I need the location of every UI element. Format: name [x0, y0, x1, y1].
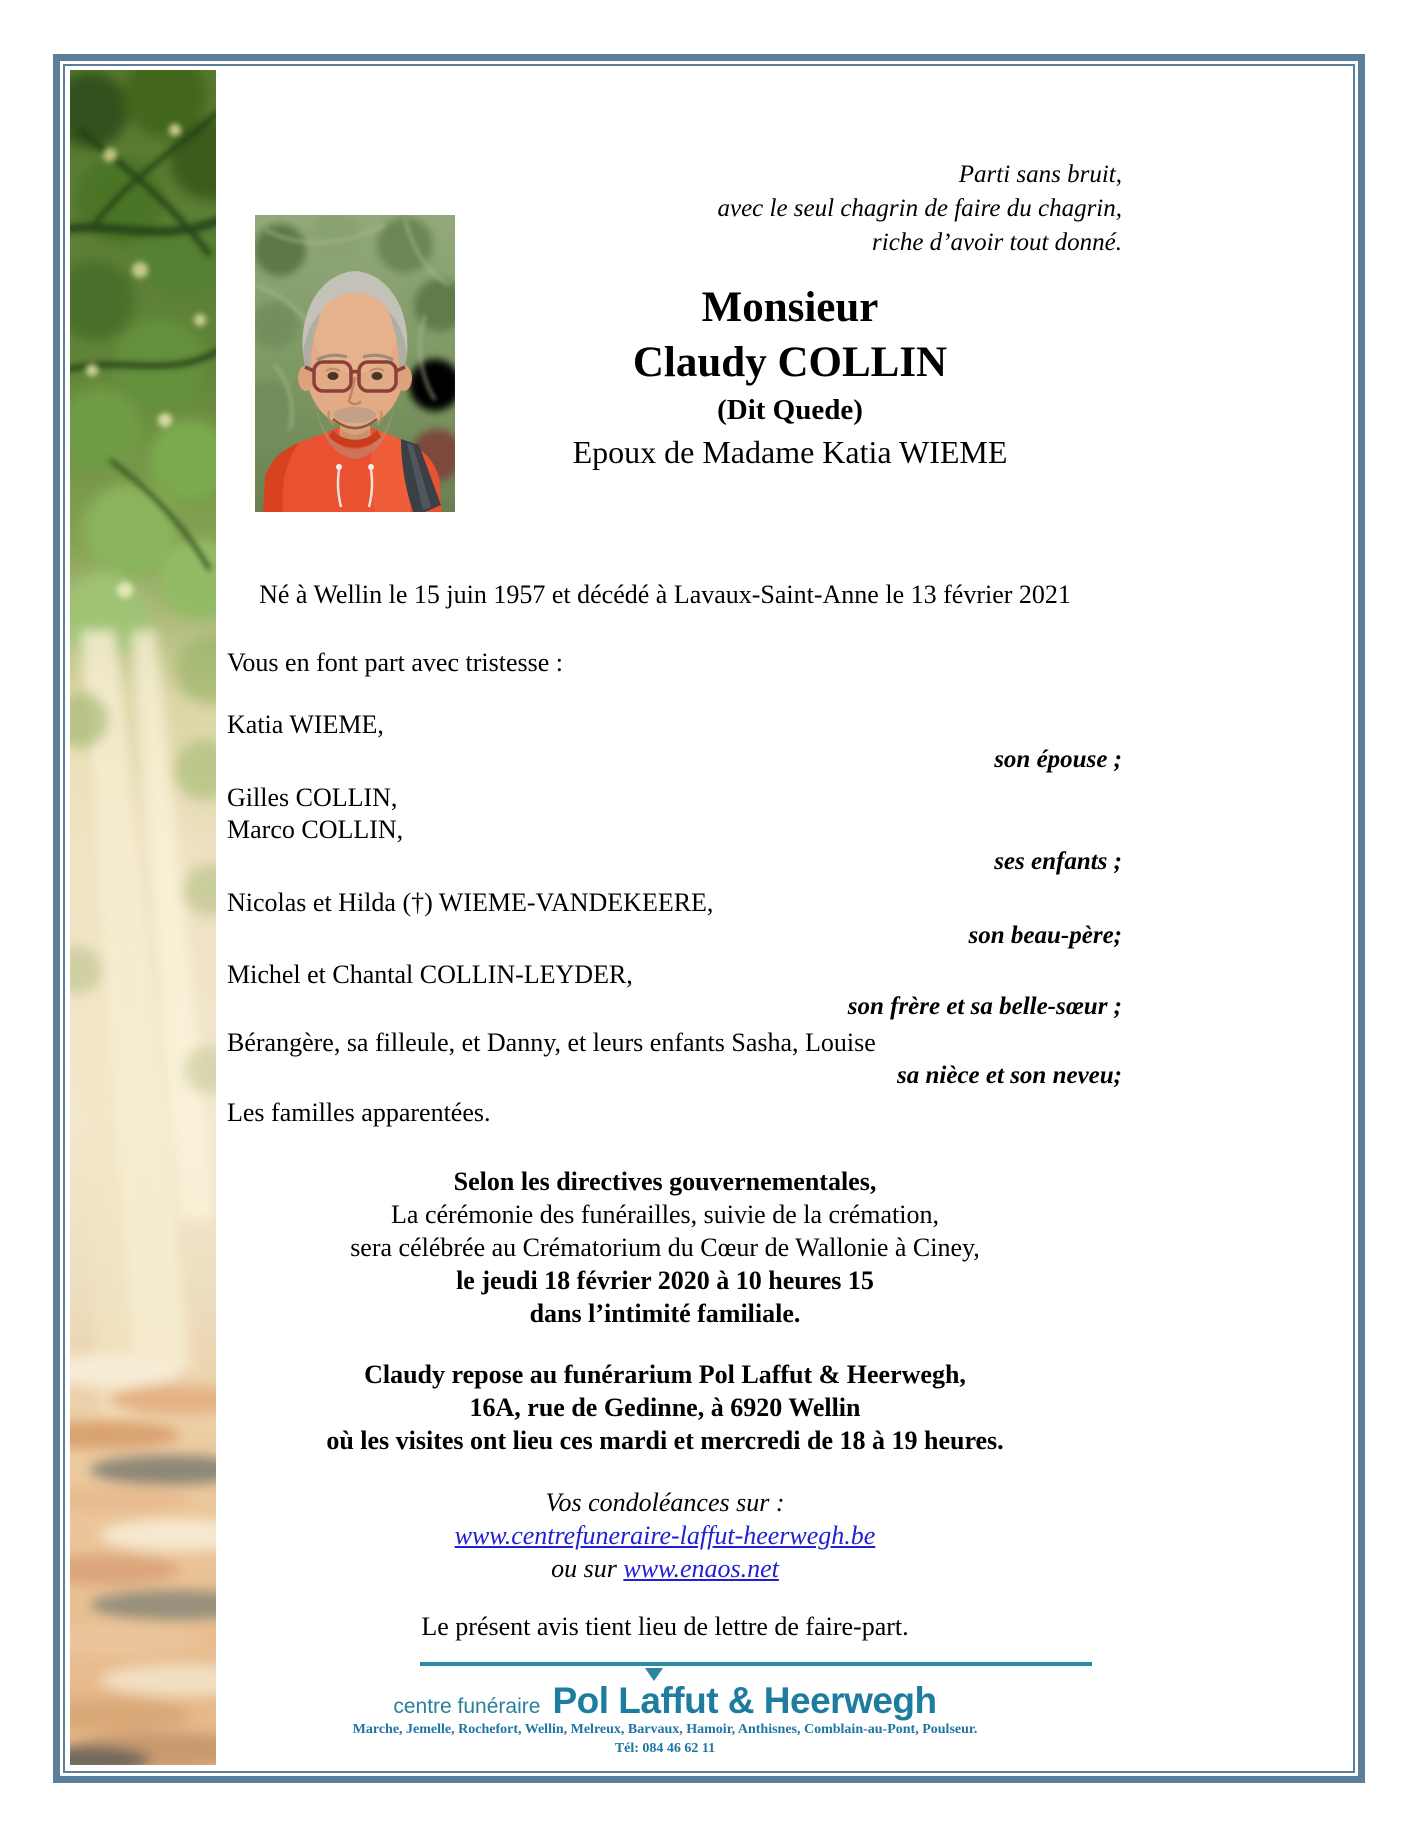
repose-address: 16A, rue de Gedinne, à 6920 Wellin [469, 1393, 861, 1422]
ceremony-line: Selon les directives gouvernementales, [453, 1167, 877, 1196]
repose-details [215, 1358, 1115, 1457]
deceased-name: Claudy COLLIN [632, 339, 948, 386]
family-names: Katia WIEME, [227, 710, 384, 739]
family-names: Gilles COLLIN, [227, 783, 398, 812]
salutation: Monsieur [701, 284, 879, 331]
announcement-intro: Vous en font part avec tristesse : [227, 648, 563, 677]
funeral-home-descriptor: centre funéraire [393, 1695, 541, 1718]
epigraph-line: Parti sans bruit, [958, 161, 1122, 188]
family-closing: Les familles apparentées. [227, 1098, 491, 1127]
funeral-home-locations: Marche, Jemelle, Rochefort, Wellin, Melreux, Barvaux, Hamoir, Anthisnes, Comblain-au-Pont, Poulseur. [352, 1722, 978, 1737]
ceremony-details [215, 1165, 1115, 1330]
condolences-prefix: ou sur [551, 1554, 624, 1583]
ceremony-line: La cérémonie des funérailles, suivie de la crémation, [391, 1200, 939, 1229]
condolences-intro: Vos condoléances sur : [545, 1488, 785, 1517]
family-relation: son beau-père; [968, 922, 1122, 949]
condolences-link-enaos[interactable]: www.enaos.net [623, 1554, 779, 1583]
ceremony-date: le jeudi 18 février 2020 à 10 heures 15 [456, 1266, 874, 1295]
epigraph-line: riche d’avoir tout donné. [872, 229, 1122, 256]
life-dates: Né à Wellin le 15 juin 1957 et décédé à Lavaux-Saint-Anne le 13 février 2021 [259, 580, 1071, 609]
family-relation: ses enfants ; [994, 848, 1122, 875]
family-names: Marco COLLIN, [227, 815, 404, 844]
ceremony-line: dans l’intimité familiale. [529, 1299, 801, 1328]
ceremony-line: sera célébrée au Crématorium du Cœur de Wallonie à Ciney, [350, 1233, 980, 1262]
repose-line: Claudy repose au funérarium Pol Laffut & Heerwegh, [364, 1360, 966, 1389]
deceased-nickname: (Dit Quede) [717, 394, 863, 426]
epigraph [500, 158, 1122, 260]
condolences-link-primary[interactable]: www.centrefuneraire-laffut-heerwegh.be [454, 1521, 876, 1550]
funeral-home-name: Pol Laffut & Heerwegh [552, 1680, 937, 1721]
family-names: Bérangère, sa filleule, et Danny, et leurs enfants Sasha, Louise [227, 1028, 876, 1057]
family-relation: son frère et sa belle-sœur ; [847, 993, 1122, 1020]
family-names: Nicolas et Hilda (†) WIEME-VANDEKEERE, [227, 888, 714, 917]
footer-divider [420, 1662, 1092, 1666]
repose-visits: où les visites ont lieu ces mardi et mercredi de 18 à 19 heures. [326, 1426, 1004, 1455]
funeral-home-phone: Tél: 084 46 62 11 [614, 1741, 716, 1756]
spouse-line: Epoux de Madame Katia WIEME [572, 434, 1008, 470]
portrait-photo [255, 215, 455, 512]
forest-path-photo [70, 70, 216, 1765]
family-relation: sa nièce et son neveu; [897, 1062, 1122, 1089]
epigraph-line: avec le seul chagrin de faire du chagrin, [717, 195, 1122, 222]
funeral-home-logo [215, 1680, 1115, 1722]
condolences [215, 1486, 1115, 1585]
deceased-heading [460, 280, 1120, 474]
faire-part-notice: Le présent avis tient lieu de lettre de faire-part. [421, 1612, 909, 1641]
family-names: Michel et Chantal COLLIN-LEYDER, [227, 960, 633, 989]
family-relation: son épouse ; [994, 746, 1122, 773]
